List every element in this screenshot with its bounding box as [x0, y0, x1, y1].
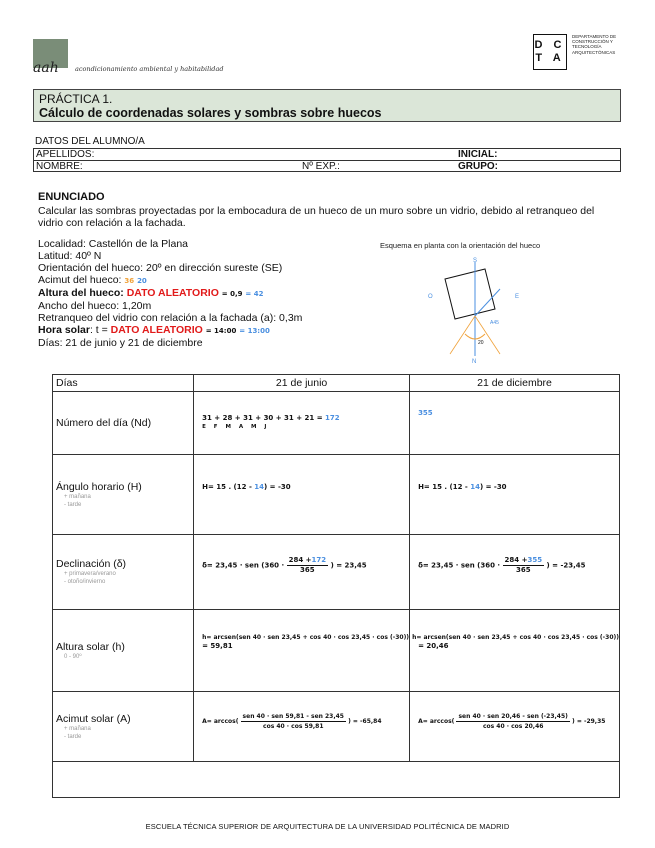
cell-declinacion-junio[interactable]: δ= 23,45 · sen (360 · $\frac{284 +172}{365}$ ) = 23,45: [194, 535, 410, 610]
orientacion: Orientación del hueco: 20º en dirección sureste (SE): [38, 262, 283, 274]
ancho-hueco: Ancho del hueco: 1,20m: [38, 300, 152, 312]
cell-nd-diciembre[interactable]: 355: [410, 392, 620, 455]
sun-ray-1: [450, 316, 475, 354]
calculation-table: [52, 374, 620, 798]
row-label-altura: Altura solar (h) 0 - 90º: [53, 610, 194, 692]
altura-hueco: Altura del hueco: DATO ALEATORIO = 0,9 = 42: [38, 287, 264, 299]
row-label-nd: Número del día (Nd): [53, 392, 194, 455]
diagram-angle-label-2: 20: [478, 340, 484, 346]
diagram-label-e: E: [515, 294, 520, 300]
localidad: Localidad: Castellón de la Plana: [38, 238, 189, 250]
enunciado-heading: ENUNCIADO: [38, 191, 105, 203]
diagram-label-w: O: [428, 294, 433, 300]
dcta-logo: D C T A: [533, 34, 567, 70]
student-data-heading: DATOS DEL ALUMNO/A: [35, 136, 145, 147]
grupo-field[interactable]: GRUPO:: [458, 161, 498, 172]
window-plan-square: [445, 269, 495, 319]
month-initials: E F M A M J: [202, 424, 270, 430]
practice-title: Cálculo de coordenadas solares y sombras sobre huecos: [39, 106, 382, 120]
empty-cell[interactable]: [53, 762, 620, 798]
dias: Días: 21 de junio y 21 de diciembre: [38, 337, 203, 349]
cell-altura-diciembre[interactable]: h= arcsen(sen 40 · sen 23,45 + cos 40 · cos 23,45 · cos (-30)) = 20,46: [410, 610, 620, 692]
table-row-declinacion: [53, 535, 620, 610]
header-junio: 21 de junio: [194, 375, 410, 392]
diagram-angle-label-1: A45: [490, 320, 499, 326]
orientation-diagram: [410, 254, 540, 364]
apellidos-field[interactable]: APELLIDOS:: [36, 149, 95, 160]
altura-handwritten-1: = 0,9: [221, 290, 243, 298]
latitud: Latitud: 40º N: [38, 250, 102, 262]
student-row-nombre: [33, 160, 621, 172]
hora-handwritten-2: = 13:00: [239, 327, 270, 335]
diagram-caption: Esquema en planta con la orientación del hueco: [380, 241, 541, 250]
orientation-line: [475, 289, 500, 316]
retranqueo: Retranqueo del vidrio con relación a la fachada (a): 0,3m: [38, 312, 303, 324]
table-row-altura: [53, 610, 620, 692]
table-header-row: [53, 375, 620, 392]
cell-declinacion-diciembre[interactable]: δ= 23,45 · sen (360 · $\frac{284 +355}{365}$ ) = -23,45: [410, 535, 620, 610]
table-row-empty: [53, 762, 620, 798]
hora-random-label: DATO ALEATORIO: [110, 324, 203, 336]
hora-handwritten-1: = 14:00: [205, 327, 237, 335]
altura-random-label: DATO ALEATORIO: [126, 287, 219, 299]
row-label-h: Ángulo horario (H) + mañana - tarde: [53, 455, 194, 535]
nexp-field[interactable]: Nº EXP.:: [302, 161, 340, 172]
cell-nd-junio[interactable]: 31 + 28 + 31 + 30 + 31 + 21 = 172 E F M A M J: [194, 392, 410, 455]
practice-number: PRÁCTICA 1.: [39, 92, 113, 106]
student-data-form: [33, 136, 621, 172]
student-row-apellidos: [33, 148, 621, 160]
acimut-handwritten-2: 20: [137, 277, 147, 285]
page-footer: ESCUELA TÉCNICA SUPERIOR DE ARQUITECTURA DE LA UNIVERSIDAD POLITÉCNICA DE MADRID: [145, 822, 510, 831]
table-row-nd: [53, 392, 620, 455]
acimut-hueco: Acimut del hueco: 36 20: [38, 274, 147, 286]
department-name: DEPARTAMENTO DE CONSTRUCCIÓN Y TECNOLOGÍA ARQUITECTÓNICAS: [572, 34, 617, 55]
enunciado-text: Calcular las sombras proyectadas por la embocadura de un hueco de un muro sobre un vidrio, debido al retranqueo del vidrio con relación a la fachada.: [38, 205, 595, 229]
header-dias: Días: [53, 375, 194, 392]
practice-title-box: [33, 89, 621, 122]
acimut-handwritten-1: 36: [124, 277, 135, 285]
diagram-label-s: N: [472, 359, 477, 364]
aah-logo-subtitle: acondicionamiento ambiental y habitabilidad: [75, 65, 224, 73]
table-row-acimut: [53, 692, 620, 762]
altura-handwritten-2: = 42: [245, 290, 264, 298]
hora-solar: Hora solar: t = DATO ALEATORIO = 14:00 = 13:00: [38, 324, 270, 336]
cell-altura-junio[interactable]: h= arcsen(sen 40 · sen 23,45 + cos 40 · cos 23,45 · cos (-30)) = 59,81: [194, 610, 410, 692]
header-diciembre: 21 de diciembre: [410, 375, 620, 392]
row-label-declinacion: Declinación (δ) + primavera/verano - otoño/invierno: [53, 535, 194, 610]
inicial-field[interactable]: INICIAL:: [458, 149, 498, 160]
aah-logo-text: aah: [33, 60, 59, 76]
cell-h-junio[interactable]: H= 15 . (12 - 14) = -30: [194, 455, 410, 535]
cell-acimut-junio[interactable]: A= arccos( $\frac{\text{sen 40 · sen 59,81 - sen 23,45}}{\cos 40 \cdot \cos 59,81}$ ) = -65,84: [194, 692, 410, 762]
nombre-field[interactable]: NOMBRE:: [36, 161, 83, 172]
row-label-acimut: Acimut solar (A) + mañana - tarde: [53, 692, 194, 762]
cell-acimut-diciembre[interactable]: A= arccos( $\frac{\text{sen 40 · sen 20,46 - sen (-23,45)}}{\cos 40 \cdot \cos 20,46}$ ) = -29,35: [410, 692, 620, 762]
diagram-label-n: S: [473, 258, 478, 264]
cell-h-diciembre[interactable]: H= 15 . (12 - 14) = -30: [410, 455, 620, 535]
problem-data: [38, 238, 302, 349]
table-row-h: [53, 455, 620, 535]
